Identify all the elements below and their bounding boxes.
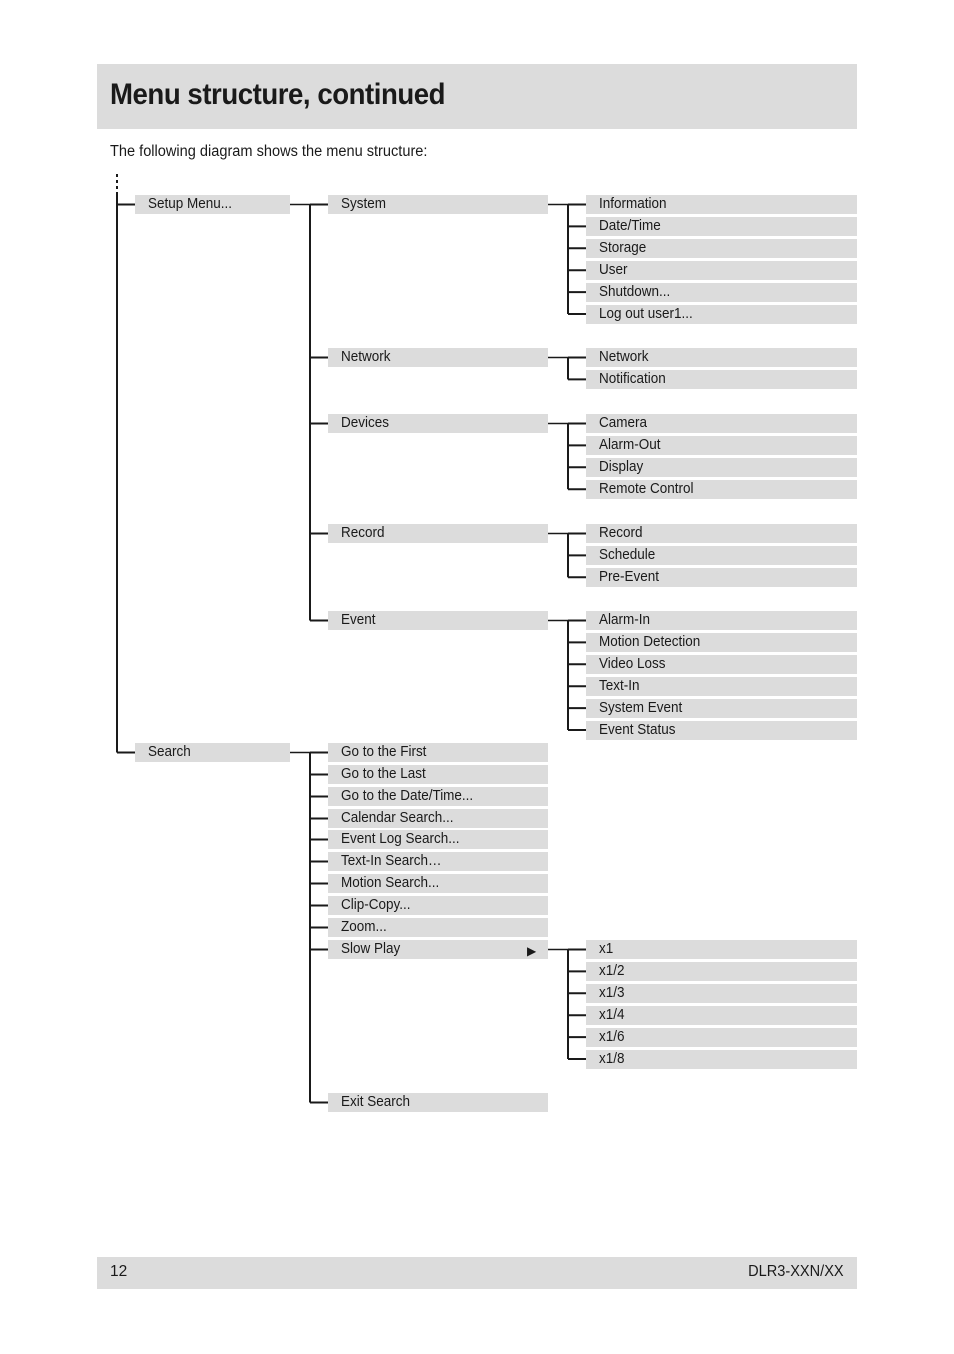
menu-item-label: Network <box>599 349 649 365</box>
model-number: DLR3-XXN/XX <box>748 1263 844 1280</box>
menu-item-level1[interactable] <box>135 195 290 214</box>
menu-item-level2[interactable] <box>328 896 548 915</box>
menu-item-label: Search <box>148 744 191 760</box>
menu-item-label: Text-In Search… <box>341 853 442 869</box>
menu-item-level3[interactable] <box>586 655 857 674</box>
menu-item-level3[interactable] <box>586 305 857 324</box>
menu-item-level2[interactable] <box>328 918 548 937</box>
menu-item-label: Information <box>599 196 667 212</box>
menu-item-level3[interactable] <box>586 217 857 236</box>
menu-item-label: Go to the Date/Time... <box>341 788 474 804</box>
menu-item-label: Display <box>599 458 644 475</box>
menu-item-level3[interactable] <box>586 261 857 280</box>
menu-item-level2[interactable] <box>328 874 548 893</box>
menu-item-level3[interactable] <box>586 940 857 959</box>
menu-item-label: Network <box>341 349 391 365</box>
menu-item-label: Log out user1... <box>599 305 693 322</box>
menu-item-level2[interactable] <box>328 830 548 849</box>
menu-item-level2[interactable] <box>328 940 548 959</box>
menu-item-level3[interactable] <box>586 195 857 214</box>
menu-item-level3[interactable] <box>586 1028 857 1047</box>
menu-item-level3[interactable] <box>586 1006 857 1025</box>
menu-item-label: Alarm-Out <box>599 436 661 453</box>
menu-item-label: Devices <box>341 415 389 431</box>
menu-item-label: Camera <box>599 415 647 431</box>
menu-item-level3[interactable] <box>586 283 857 302</box>
menu-item-level2[interactable] <box>328 1093 548 1112</box>
menu-item-label: Setup Menu... <box>148 196 232 212</box>
menu-item-level3[interactable] <box>586 370 857 389</box>
page-number: 12 <box>110 1263 128 1280</box>
menu-item-level2[interactable] <box>328 195 548 214</box>
menu-item-level2[interactable] <box>328 743 548 762</box>
menu-item-level3[interactable] <box>586 1050 857 1069</box>
menu-item-label: Schedule <box>599 546 656 563</box>
menu-item-label: Record <box>341 525 385 541</box>
menu-item-level3[interactable] <box>586 546 857 565</box>
menu-item-label: Clip-Copy... <box>341 897 411 913</box>
menu-item-label: Calendar Search... <box>341 810 454 826</box>
menu-item-level3[interactable] <box>586 436 857 455</box>
menu-item-label: Storage <box>599 239 647 256</box>
menu-item-level3[interactable] <box>586 568 857 587</box>
submenu-arrow-icon: ▶ <box>527 944 537 958</box>
menu-item-label: Record <box>599 525 643 541</box>
menu-item-level3[interactable] <box>586 458 857 477</box>
menu-item-level2[interactable] <box>328 809 548 828</box>
intro-text: The following diagram shows the menu structure: <box>110 143 428 160</box>
menu-item-level2[interactable] <box>328 524 548 543</box>
menu-item-label: Motion Search... <box>341 875 440 891</box>
menu-item-label: Event Status <box>599 721 676 738</box>
menu-item-label: x1/3 <box>599 984 625 1001</box>
menu-item-level2[interactable] <box>328 852 548 871</box>
menu-item-label: User <box>599 261 628 278</box>
menu-item-label: Alarm-In <box>599 612 650 628</box>
menu-item-label: Motion Detection <box>599 633 701 650</box>
menu-item-level3[interactable] <box>586 480 857 499</box>
menu-item-level2[interactable] <box>328 611 548 630</box>
menu-item-level3[interactable] <box>586 633 857 652</box>
menu-item-label: System Event <box>599 699 683 716</box>
menu-item-label: Slow Play <box>341 941 401 957</box>
page-title: Menu structure, continued <box>110 78 446 111</box>
menu-item-level3[interactable] <box>586 524 857 543</box>
footer-band <box>97 1257 857 1289</box>
menu-item-label: Event <box>341 612 376 628</box>
menu-item-label: Video Loss <box>599 655 666 672</box>
menu-item-label: Pre-Event <box>599 568 659 585</box>
menu-item-level2[interactable] <box>328 787 548 806</box>
menu-item-level3[interactable] <box>586 677 857 696</box>
menu-item-level3[interactable] <box>586 239 857 258</box>
menu-item-level3[interactable] <box>586 962 857 981</box>
menu-item-label: x1/4 <box>599 1006 625 1023</box>
menu-item-level3[interactable] <box>586 721 857 740</box>
menu-item-label: Exit Search <box>341 1094 410 1110</box>
menu-item-label: Remote Control <box>599 480 694 497</box>
menu-item-level3[interactable] <box>586 699 857 718</box>
menu-item-level2[interactable] <box>328 765 548 784</box>
menu-item-label: Text-In <box>599 677 640 694</box>
menu-item-level3[interactable] <box>586 348 857 367</box>
menu-item-level1[interactable] <box>135 743 290 762</box>
menu-item-label: Event Log Search... <box>341 831 460 847</box>
menu-item-label: x1/6 <box>599 1028 625 1045</box>
menu-item-level3[interactable] <box>586 611 857 630</box>
menu-item-label: x1/8 <box>599 1050 625 1067</box>
menu-item-label: Shutdown... <box>599 283 671 300</box>
menu-item-label: Go to the First <box>341 744 427 760</box>
menu-item-level3[interactable] <box>586 414 857 433</box>
menu-item-level2[interactable] <box>328 414 548 433</box>
menu-item-label: x1 <box>599 941 614 957</box>
menu-item-label: x1/2 <box>599 962 625 979</box>
menu-item-label: Go to the Last <box>341 766 426 782</box>
menu-item-label: Date/Time <box>599 217 661 234</box>
menu-item-label: Zoom... <box>341 919 387 935</box>
menu-item-label: System <box>341 196 386 212</box>
menu-item-label: Notification <box>599 370 666 387</box>
menu-item-level3[interactable] <box>586 984 857 1003</box>
menu-item-level2[interactable] <box>328 348 548 367</box>
